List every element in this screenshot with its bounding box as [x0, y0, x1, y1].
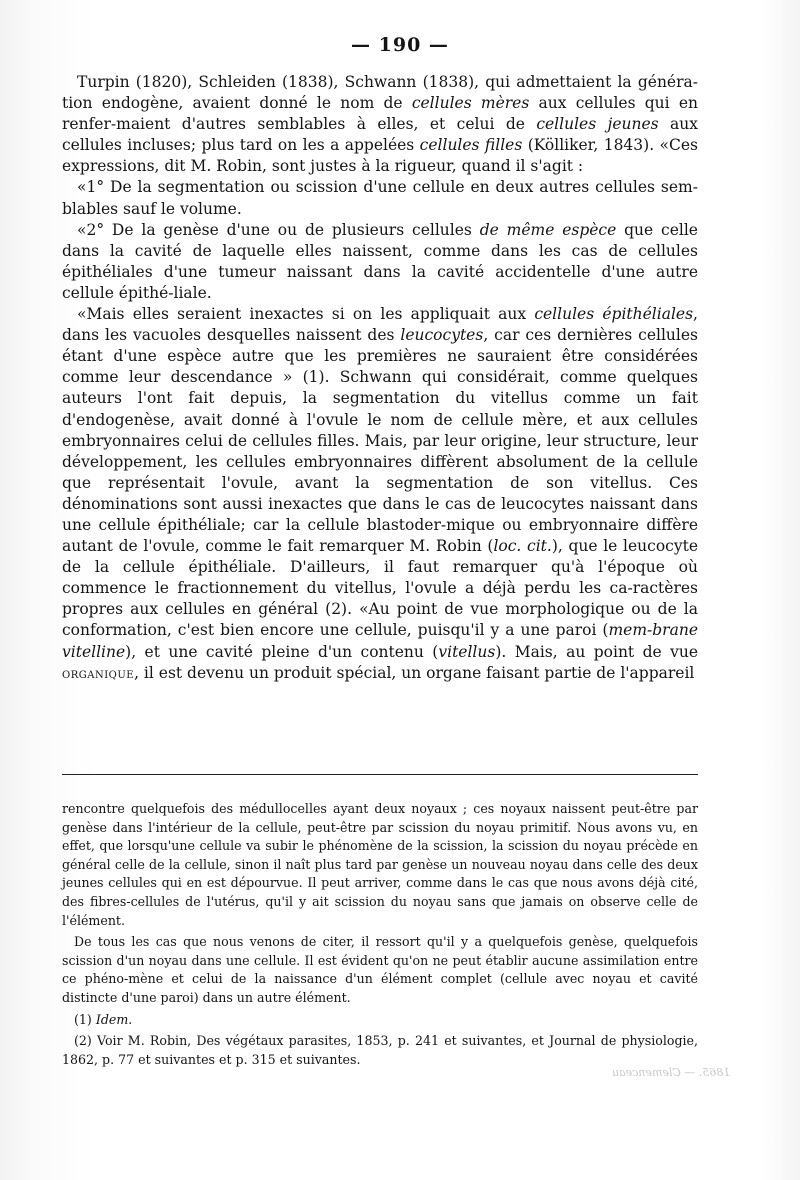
text-run: , il est devenu un produit spécial, un organe faisant partie de l'appareil	[134, 663, 695, 682]
page-number: — 190 —	[351, 34, 449, 56]
text-run: «Mais elles seraient inexactes si on les appliquait aux	[77, 305, 535, 324]
italic-term: vitellus	[438, 642, 496, 661]
paragraph-4	[62, 304, 698, 685]
footnote-text: Idem.	[95, 1011, 133, 1027]
text-run: (Kölliker, 1843). «Ces expressions, dit M. Robin, sont justes à la rigueur, quand il s'agit :	[62, 136, 698, 176]
italic-term: cellules jeunes	[536, 115, 659, 134]
footnote-rule	[62, 774, 698, 775]
italic-term: cellules mères	[411, 94, 530, 113]
text-run: ), que le leucocyte de la cellule épithéliale. D'ailleurs, il faut remarquer qu'à l'époque où commence le fractionnement du vitellus, l'ovule a déjà perdu les ca-ractères propres aux cellules en général (2). «Au point de vue morphologique ou de la conformation, c'est bien encore une cellule, puisqu'il y a une paroi (	[62, 537, 698, 640]
text-run: , car ces dernières cellules étant d'une espèce autre que les premières ne sauraient être considérées comme leur descendance » (1). Schwann qui considérait, comme quelques auteurs l'ont fait depuis, la segmentation du vitellus comme un fait d'endogenèse, avait donné à l'ovule le nom de cellule mère, et aux cellules embryonnaires celui de cellules filles. Mais, par leur origine, leur structure, leur développement, les cellules embryonnaires diffèrent absolument de la cellule que représentait l'ovule, avant la segmentation de son vitellus. Ces dénominations sont aussi inexactes que dans le cas de leucocytes naissant dans une cellule épithéliale; car la cellule blastoder-mique ou embryonnaire diffère autant de l'ovule, comme le fait remarquer M. Robin (	[62, 326, 698, 556]
text-run: que celle dans la cavité de laquelle elles naissent, comme dans les cas de cellules épithéliales d'une tumeur naissant dans la cavité accidentelle d'une autre cellule épithé-liale.	[62, 220, 698, 302]
show-through-text: 1865. — Clemenceau	[611, 1066, 730, 1079]
italic-term: loc. cit.	[493, 537, 552, 556]
text-run: ). Mais, au point de vue	[495, 642, 698, 661]
text-run: Turpin (1820), Schleiden (1838), Schwann (1838), qui admettaient la généra-tion endogène, avaient donné le nom de	[62, 73, 698, 113]
italic-term: leucocytes	[400, 326, 484, 345]
paragraph-2: «1° De la segmentation ou scission d'une cellule en deux autres cellules sem-blables sauf le volume.	[62, 178, 698, 218]
italic-term: de même espèce	[479, 220, 617, 239]
small-caps-term: organique	[62, 665, 135, 682]
footnote-1	[62, 1011, 698, 1030]
italic-term: cellules filles	[419, 136, 523, 155]
footnotes	[62, 800, 698, 1072]
footnote-marker: (1)	[74, 1011, 96, 1027]
text-run: ), et une cavité pleine d'un contenu (	[125, 642, 439, 661]
footnote-continuation: rencontre quelquefois des médullocelles ayant deux noyaux ; ces noyaux naissent peut-être par genèse dans l'intérieur de la cellule, peut-être par scission du noyau primitif. Nous avons vu, en effet, que lorsqu'une cellule va subir le phénomène de la scission, la scission du noyau précède en général celle de la cellule, sinon il naît plus tard par genèse un nouveau noyau dans celle des deux jeunes cellules qui en est dépourvue. Il peut arriver, comme dans le cas que nous avons déjà cité, des fibres-cellules de l'utérus, qu'il y ait scission du noyau sans que jamais on observe celle de l'élément.	[62, 801, 698, 928]
italic-term: cellules épithéliales	[534, 305, 694, 324]
main-text	[62, 72, 698, 685]
italic-term: mem-brane vitelline	[62, 621, 698, 661]
text-run: «2° De la genèse d'une ou de plusieurs cellules	[77, 220, 480, 239]
footnote-2: (2) Voir M. Robin, Des végétaux parasites, 1853, p. 241 et suivantes, et Journal de physiologie, 1862, p. 77 et suivantes et p. 315 et suivantes.	[62, 1033, 698, 1067]
paragraph-3	[62, 220, 698, 304]
paragraph-1	[62, 72, 698, 177]
footnote-paragraph: De tous les cas que nous venons de citer, il ressort qu'il y a quelquefois genèse, quelquefois scission d'un noyau dans une cellule. Il est évident qu'on ne peut établir aucune assimilation entre ce phéno-mène et celui de la naissance d'un élément complet (cellule avec noyau et cavité distincte d'une paroi) dans un autre élément.	[62, 934, 698, 1005]
text-run: , dans les vacuoles desquelles naissent des	[62, 305, 698, 345]
text-run: aux cellules incluses; plus tard on les a appelées	[62, 115, 698, 155]
text-run: aux cellules qui en renfer-maient d'autres semblables à elles, et celui de	[62, 94, 698, 134]
